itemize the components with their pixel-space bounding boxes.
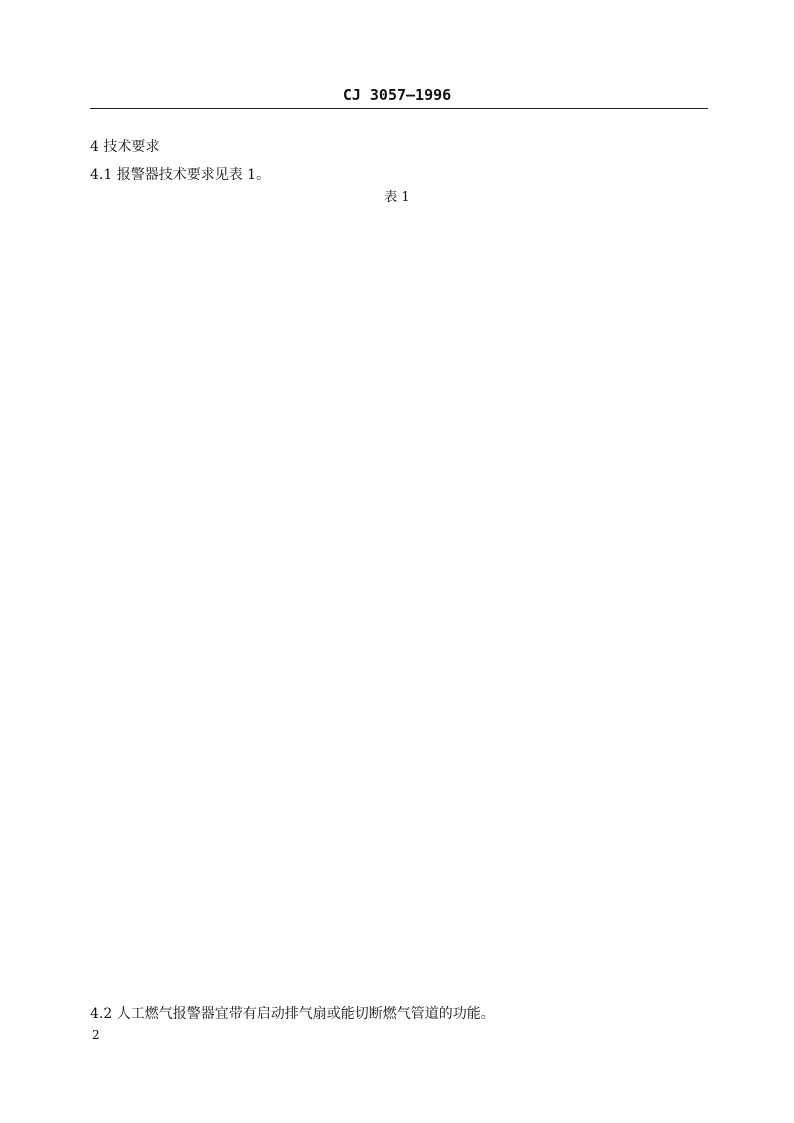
page-number: 2 bbox=[92, 1028, 100, 1042]
section-4-2: 4.2 人工燃气报警器宜带有启动排气扇或能切断燃气管道的功能。 bbox=[90, 1006, 495, 1022]
table-caption: 表 1 bbox=[384, 190, 410, 205]
doc-header: CJ 3057—1996 bbox=[342, 86, 452, 104]
header-rule bbox=[90, 108, 708, 109]
section-4: 4 技术要求 bbox=[90, 139, 160, 155]
section-4-1: 4.1 报警器技术要求见表 1。 bbox=[90, 167, 271, 183]
